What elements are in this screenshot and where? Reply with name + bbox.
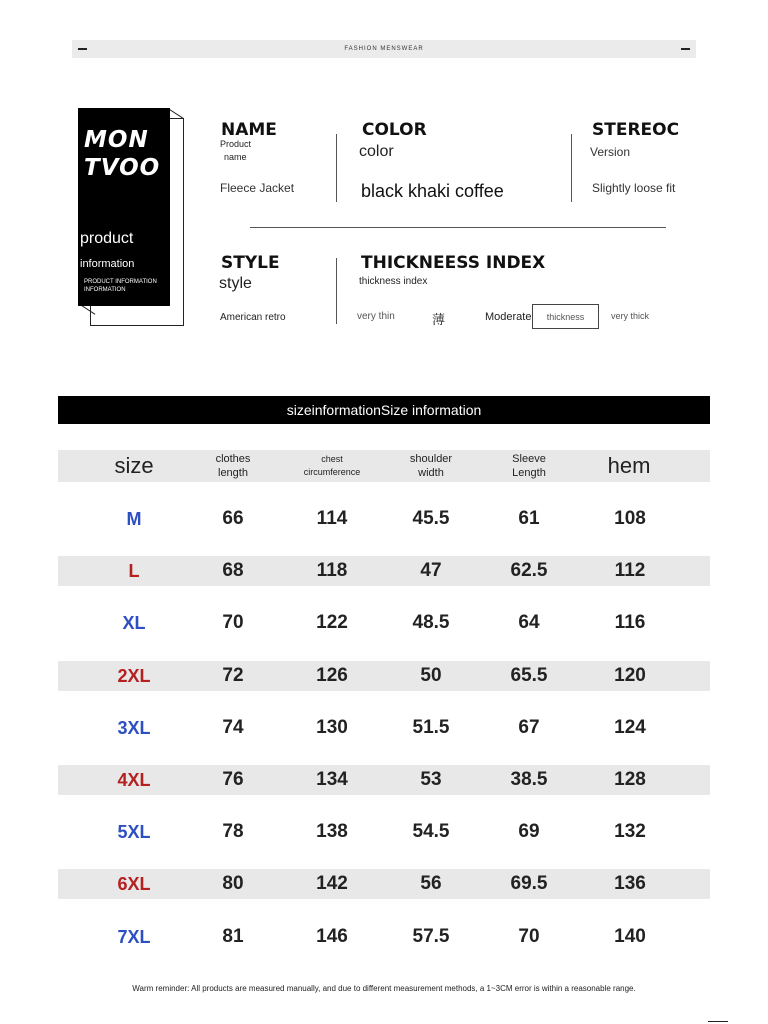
table-row [58,869,710,899]
logo-small-line-1: PRODUCT INFORMATION [84,279,157,285]
logo-information-label: information [80,258,135,270]
product-sublabel-2: name [224,152,247,162]
table-row [58,661,710,691]
brand-line-1: MON [84,127,149,153]
logo-small-caption [84,278,168,294]
cell-clothes-length: 72 [222,665,244,686]
cell-sleeve: 69 [518,821,540,842]
cell-size: XL [122,612,146,633]
header-hem: hem [607,453,651,478]
cell-sleeve: 61 [518,508,540,529]
cell-clothes-length: 66 [222,508,244,529]
cell-hem: 136 [614,873,646,894]
cell-size: M [126,508,142,529]
color-value: black khaki coffee [361,181,504,201]
thickness-level-moderate: Moderate [485,311,532,323]
cell-sleeve: 38.5 [510,769,548,790]
header-size: size [114,453,154,478]
header-chest-1: chest [321,454,343,464]
thickness-sublabel: thickness index [359,276,428,287]
cell-sleeve: 69.5 [510,873,548,894]
cell-hem: 116 [614,612,646,633]
cell-sleeve: 64 [518,612,540,633]
cell-chest: 122 [316,612,348,633]
cell-shoulder: 50 [420,665,442,686]
cell-clothes-length: 81 [222,926,244,947]
name-heading: NAME [221,120,277,140]
cell-size: 4XL [117,769,151,790]
cell-hem: 140 [614,926,646,947]
table-row [58,765,710,795]
minus-icon-right [681,48,690,50]
style-sublabel: style [219,275,252,292]
header-sleeve-1: Sleeve [512,453,546,465]
product-name-sublabel [220,138,251,164]
cell-shoulder: 45.5 [412,508,450,529]
minus-icon-left [78,48,87,50]
cell-sleeve: 65.5 [510,665,548,686]
cell-chest: 114 [316,508,348,529]
cell-clothes-length: 74 [222,717,244,738]
cell-size: L [128,560,140,581]
top-banner [72,40,696,58]
cell-chest: 130 [316,717,348,738]
cell-sleeve: 62.5 [510,560,548,581]
header-clothes-length-2: length [218,467,248,479]
logo-product-label: product [80,230,134,247]
thickness-level-very-thick: very thick [611,311,650,321]
cell-clothes-length: 70 [222,612,244,633]
corner-mark [708,1021,728,1022]
product-name-value: Fleece Jacket [220,181,295,195]
banner-text: FASHION MENSWEAR [344,46,424,52]
cell-chest: 138 [316,821,348,842]
cell-hem: 132 [614,821,646,842]
thickness-level-very-thin: very thin [357,311,395,322]
cell-shoulder: 48.5 [412,612,450,633]
header-sleeve-length [479,450,579,482]
logo-box-front [78,108,170,306]
divider-3 [336,258,337,324]
style-value: American retro [220,312,286,323]
cell-size: 2XL [117,665,151,686]
header-chest-circumference [282,450,382,482]
cell-size: 7XL [117,926,151,947]
table-row [58,556,710,586]
header-chest-2: circumference [303,467,361,477]
cell-shoulder: 47 [420,560,442,581]
cell-clothes-length: 80 [222,873,244,894]
cell-sleeve: 70 [518,926,540,947]
thickness-level-thin: 薄 [432,312,446,327]
version-value: Slightly loose fit [592,181,676,195]
size-info-banner: sizeinformationSize information [58,396,710,424]
version-sublabel: Version [590,145,631,159]
cell-clothes-length: 68 [222,560,244,581]
product-sublabel-1: Product [220,139,252,149]
cell-shoulder: 51.5 [412,717,450,738]
cell-size: 3XL [117,717,151,738]
header-shoulder-1: shoulder [409,453,453,465]
header-shoulder-width [381,450,481,482]
style-heading: STYLE [221,253,280,273]
cell-hem: 120 [614,665,646,686]
cell-chest: 134 [316,769,348,790]
cell-size: 5XL [117,821,151,842]
table-row [58,817,710,847]
brand-name [84,126,160,182]
cell-hem: 124 [614,717,646,738]
cell-shoulder: 57.5 [412,926,450,947]
header-shoulder-2: width [418,467,444,479]
divider-2 [571,134,572,202]
version-heading: STEREOC [592,120,680,140]
warm-reminder-note: Warm reminder: All products are measured manually, and due to different measurement methods, a 1~3CM error is within a reasonable range. [132,984,636,993]
cell-chest: 142 [316,873,348,894]
color-sublabel: color [359,143,394,160]
color-heading: COLOR [362,120,427,140]
brand-line-2: TVOO [84,155,161,181]
cell-shoulder: 56 [420,873,442,894]
cell-shoulder: 54.5 [412,821,450,842]
cell-chest: 126 [316,665,348,686]
table-row [58,504,710,534]
header-clothes-length-1: clothes [215,453,251,465]
header-clothes-length [183,450,283,482]
table-row [58,713,710,743]
size-table-header [58,450,710,482]
header-sleeve-2: Length [512,467,546,479]
table-row [58,608,710,638]
logo-small-line-2: INFORMATION [84,287,126,293]
cell-chest: 146 [316,926,348,947]
cell-chest: 118 [316,560,348,581]
cell-clothes-length: 78 [222,821,244,842]
cell-sleeve: 67 [518,717,540,738]
cell-hem: 128 [614,769,646,790]
cell-hem: 112 [614,560,646,581]
cell-clothes-length: 76 [222,769,244,790]
info-separator [250,227,666,228]
thickness-level-selected: thickness [532,304,599,329]
table-row [58,922,710,952]
thickness-heading: THICKNEESS INDEX [361,253,546,273]
cell-size: 6XL [117,873,151,894]
divider-1 [336,134,337,202]
cell-hem: 108 [614,508,646,529]
cell-shoulder: 53 [420,769,442,790]
brand-logo-box [78,108,186,328]
